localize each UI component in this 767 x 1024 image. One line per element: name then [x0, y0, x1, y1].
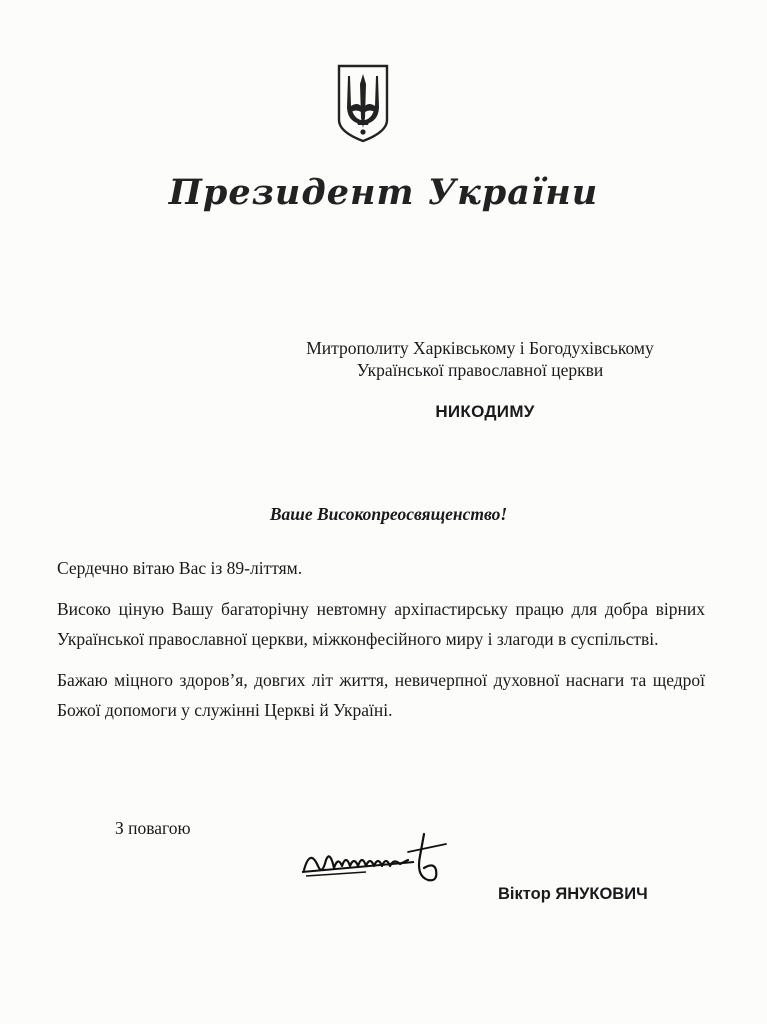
signer-name: Віктор ЯНУКОВИЧ	[498, 885, 648, 903]
body-paragraph-3: Бажаю міцного здоров’я, довгих літ життя, невичерпної духовної наснаги та щедрої Божої допомоги у служінні Церкві й Україні.	[57, 670, 705, 720]
letter-body	[57, 553, 705, 736]
recipient-name: НИКОДИМУ	[435, 402, 535, 421]
salutation: Ваше Високопреосвященство!	[269, 504, 508, 524]
closing-phrase: З повагою	[115, 818, 191, 838]
letterhead-title: Президент України	[168, 172, 599, 213]
recipient-block	[260, 337, 700, 381]
signature-icon	[296, 830, 456, 890]
recipient-title-line2: Української православної церкви	[356, 360, 604, 380]
body-paragraph-2: Високо ціную Вашу багаторічну невтомну архіпастирську працю для добра вірних Української православної церкви, міжконфесійного миру і злагоди в суспільстві.	[57, 599, 705, 649]
trident-emblem-icon	[335, 62, 391, 144]
recipient-title-line1: Митрополиту Харківському і Богодухівському	[306, 338, 654, 358]
body-paragraph-1: Сердечно вітаю Вас із 89-літтям.	[57, 558, 303, 578]
